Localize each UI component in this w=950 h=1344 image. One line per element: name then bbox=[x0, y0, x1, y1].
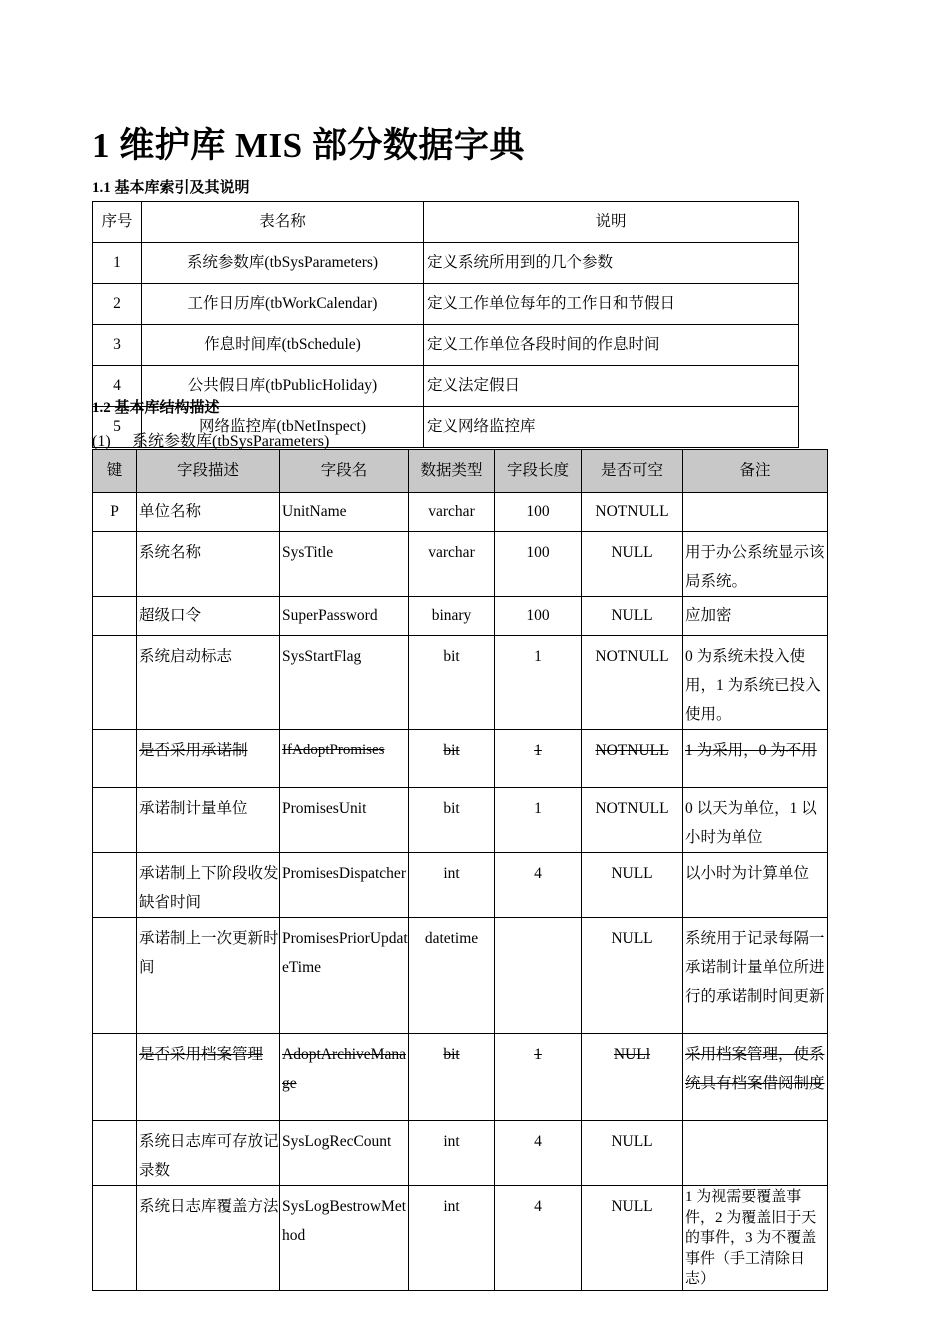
cell-field-desc: 系统日志库覆盖方法 bbox=[137, 1186, 280, 1291]
cell-field-length bbox=[495, 918, 582, 1034]
cell-note: 以小时为计算单位 bbox=[683, 853, 828, 918]
cell-key bbox=[93, 853, 137, 918]
cell-nullable: NULL bbox=[582, 597, 683, 636]
cell-table-name: 公共假日库(tbPublicHoliday) bbox=[142, 366, 424, 407]
header-data-type: 数据类型 bbox=[409, 450, 495, 493]
cell-key bbox=[93, 1034, 137, 1121]
cell-data-type: varchar bbox=[409, 493, 495, 532]
cell-nullable: NULl bbox=[582, 1034, 683, 1121]
cell-nullable: NULL bbox=[582, 1186, 683, 1291]
cell-field-length: 4 bbox=[495, 1186, 582, 1291]
cell-field-length: 1 bbox=[495, 730, 582, 788]
cell-field-desc: 是否采用档案管理 bbox=[137, 1034, 280, 1121]
table-row bbox=[93, 636, 828, 730]
table-row bbox=[93, 493, 828, 532]
cell-field-desc: 系统日志库可存放记录数 bbox=[137, 1121, 280, 1186]
header-table-name: 表名称 bbox=[142, 202, 424, 243]
cell-field-name: PromisesUnit bbox=[280, 788, 409, 853]
header-field-name: 字段名 bbox=[280, 450, 409, 493]
header-seq: 序号 bbox=[93, 202, 142, 243]
header-nullable: 是否可空 bbox=[582, 450, 683, 493]
cell-note: 0 为系统未投入使用，1 为系统已投入使用。 bbox=[683, 636, 828, 730]
cell-field-name: SysLogRecCount bbox=[280, 1121, 409, 1186]
cell-nullable: NULL bbox=[582, 918, 683, 1034]
page-title: 1 维护库 MIS 部分数据字典 bbox=[92, 126, 525, 165]
header-key: 键 bbox=[93, 450, 137, 493]
cell-table-name: 系统参数库(tbSysParameters) bbox=[142, 243, 424, 284]
cell-field-desc: 系统名称 bbox=[137, 532, 280, 597]
table-row bbox=[93, 788, 828, 853]
cell-nullable: NOTNULL bbox=[582, 493, 683, 532]
cell-field-desc: 承诺制计量单位 bbox=[137, 788, 280, 853]
cell-field-length: 1 bbox=[495, 636, 582, 730]
cell-note bbox=[683, 1121, 828, 1186]
structure-table bbox=[92, 449, 828, 1291]
subsection-number: (1) bbox=[92, 433, 111, 450]
cell-table-name: 工作日历库(tbWorkCalendar) bbox=[142, 284, 424, 325]
table-row bbox=[93, 243, 799, 284]
cell-note bbox=[683, 493, 828, 532]
cell-field-length: 100 bbox=[495, 597, 582, 636]
cell-nullable: NULL bbox=[582, 853, 683, 918]
table-row bbox=[93, 1034, 828, 1121]
cell-data-type: bit bbox=[409, 1034, 495, 1121]
cell-note: 应加密 bbox=[683, 597, 828, 636]
table-row bbox=[93, 918, 828, 1034]
cell-data-type: varchar bbox=[409, 532, 495, 597]
subsection-name: 系统参数库(tbSysParameters) bbox=[132, 433, 330, 450]
cell-nullable: NULL bbox=[582, 1121, 683, 1186]
cell-description: 定义系统所用到的几个参数 bbox=[424, 243, 799, 284]
cell-field-length: 100 bbox=[495, 532, 582, 597]
cell-note: 用于办公系统显示该局系统。 bbox=[683, 532, 828, 597]
cell-nullable: NOTNULL bbox=[582, 788, 683, 853]
table-row bbox=[93, 1186, 828, 1291]
header-note: 备注 bbox=[683, 450, 828, 493]
subsection-heading bbox=[92, 428, 329, 451]
cell-field-desc: 是否采用承诺制 bbox=[137, 730, 280, 788]
cell-key bbox=[93, 788, 137, 853]
cell-key bbox=[93, 1121, 137, 1186]
cell-field-name: SysTitle bbox=[280, 532, 409, 597]
cell-key bbox=[93, 597, 137, 636]
cell-seq: 3 bbox=[93, 325, 142, 366]
index-table-header bbox=[93, 202, 799, 243]
header-description: 说明 bbox=[424, 202, 799, 243]
cell-note: 1 为采用，0 为不用 bbox=[683, 730, 828, 788]
cell-seq: 5 bbox=[93, 407, 142, 448]
cell-seq: 2 bbox=[93, 284, 142, 325]
cell-key bbox=[93, 730, 137, 788]
cell-field-name: SysLogBestrowMethod bbox=[280, 1186, 409, 1291]
structure-table-header bbox=[93, 450, 828, 493]
cell-key bbox=[93, 1186, 137, 1291]
cell-key bbox=[93, 532, 137, 597]
cell-data-type: int bbox=[409, 1186, 495, 1291]
cell-field-name: PromisesDispatcher bbox=[280, 853, 409, 918]
cell-key bbox=[93, 918, 137, 1034]
cell-description: 定义工作单位每年的工作日和节假日 bbox=[424, 284, 799, 325]
cell-nullable: NOTNULL bbox=[582, 730, 683, 788]
cell-field-length: 100 bbox=[495, 493, 582, 532]
cell-data-type: datetime bbox=[409, 918, 495, 1034]
cell-field-name: IfAdoptPromises bbox=[280, 730, 409, 788]
section-heading-index: 1.1 基本库索引及其说明 bbox=[92, 180, 250, 196]
cell-field-length: 4 bbox=[495, 853, 582, 918]
cell-seq: 1 bbox=[93, 243, 142, 284]
cell-field-desc: 系统启动标志 bbox=[137, 636, 280, 730]
cell-note: 1 为视需要覆盖事件，2 为覆盖旧于天的事件，3 为不覆盖事件（手工清除日志） bbox=[683, 1186, 828, 1291]
cell-data-type: bit bbox=[409, 730, 495, 788]
cell-table-name: 网络监控库(tbNetInspect) bbox=[142, 407, 424, 448]
cell-field-desc: 承诺制上一次更新时间 bbox=[137, 918, 280, 1034]
cell-field-name: SuperPassword bbox=[280, 597, 409, 636]
cell-field-length: 4 bbox=[495, 1121, 582, 1186]
cell-key bbox=[93, 636, 137, 730]
cell-key: P bbox=[93, 493, 137, 532]
cell-description: 定义网络监控库 bbox=[424, 407, 799, 448]
header-field-length: 字段长度 bbox=[495, 450, 582, 493]
table-row bbox=[93, 853, 828, 918]
table-row bbox=[93, 1121, 828, 1186]
header-field-desc: 字段描述 bbox=[137, 450, 280, 493]
cell-field-length: 1 bbox=[495, 788, 582, 853]
cell-field-desc: 单位名称 bbox=[137, 493, 280, 532]
cell-field-name: AdoptArchiveManage bbox=[280, 1034, 409, 1121]
table-row bbox=[93, 597, 828, 636]
table-row bbox=[93, 730, 828, 788]
cell-data-type: int bbox=[409, 1121, 495, 1186]
cell-nullable: NULL bbox=[582, 532, 683, 597]
cell-field-name: PromisesPriorUpdateTime bbox=[280, 918, 409, 1034]
cell-data-type: int bbox=[409, 853, 495, 918]
section-heading-structure: 1.2 基本库结构描述 bbox=[92, 400, 220, 416]
cell-note: 系统用于记录每隔一承诺制计量单位所进行的承诺制时间更新 bbox=[683, 918, 828, 1034]
cell-field-length: 1 bbox=[495, 1034, 582, 1121]
cell-field-desc: 承诺制上下阶段收发缺省时间 bbox=[137, 853, 280, 918]
cell-field-name: SysStartFlag bbox=[280, 636, 409, 730]
cell-data-type: binary bbox=[409, 597, 495, 636]
cell-field-desc: 超级口令 bbox=[137, 597, 280, 636]
cell-seq: 4 bbox=[93, 366, 142, 407]
cell-note: 0 以天为单位，1 以小时为单位 bbox=[683, 788, 828, 853]
table-row bbox=[93, 284, 799, 325]
cell-data-type: bit bbox=[409, 788, 495, 853]
cell-table-name: 作息时间库(tbSchedule) bbox=[142, 325, 424, 366]
table-row bbox=[93, 325, 799, 366]
table-row bbox=[93, 532, 828, 597]
cell-field-name: UnitName bbox=[280, 493, 409, 532]
cell-nullable: NOTNULL bbox=[582, 636, 683, 730]
cell-note: 采用档案管理，使系统具有档案借阅制度 bbox=[683, 1034, 828, 1121]
cell-description: 定义工作单位各段时间的作息时间 bbox=[424, 325, 799, 366]
cell-data-type: bit bbox=[409, 636, 495, 730]
cell-description: 定义法定假日 bbox=[424, 366, 799, 407]
